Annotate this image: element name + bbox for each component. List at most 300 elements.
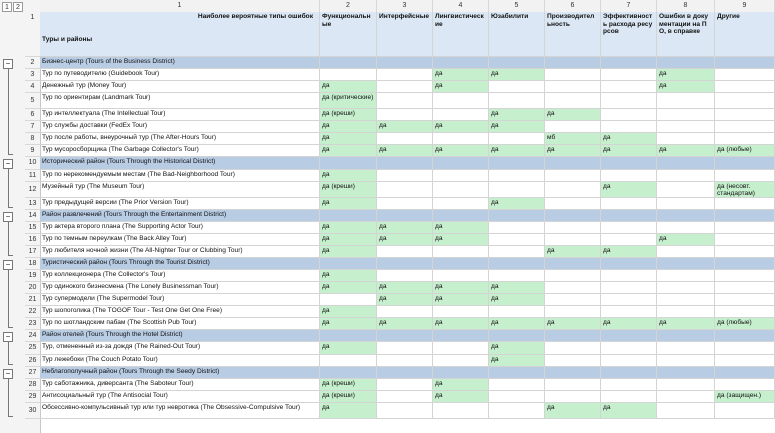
error-type-cell[interactable]: да — [320, 246, 377, 258]
section-fill-cell[interactable] — [545, 57, 601, 69]
error-type-cell[interactable] — [601, 81, 657, 93]
error-type-cell[interactable] — [657, 379, 715, 391]
error-type-cell[interactable]: да — [377, 318, 433, 330]
tour-name-cell[interactable]: Музейный тур (The Museum Tour) — [40, 182, 320, 198]
error-type-cell[interactable] — [601, 198, 657, 210]
error-type-cell[interactable] — [657, 294, 715, 306]
section-fill-cell[interactable] — [601, 330, 657, 342]
error-type-cell[interactable]: да — [320, 318, 377, 330]
error-type-cell[interactable] — [601, 121, 657, 133]
row-number-24[interactable]: 24 — [25, 330, 40, 342]
section-fill-cell[interactable] — [377, 210, 433, 222]
section-fill-cell[interactable] — [489, 367, 545, 379]
error-type-cell[interactable]: да — [489, 69, 545, 81]
section-header-10[interactable]: Исторический район (Tours Through the Historical District) — [40, 157, 320, 169]
error-type-cell[interactable]: да — [601, 246, 657, 258]
section-fill-cell[interactable] — [601, 258, 657, 270]
header-title-cell[interactable] — [40, 12, 320, 57]
error-type-cell[interactable] — [545, 182, 601, 198]
error-type-cell[interactable] — [433, 306, 489, 318]
header-column-7[interactable]: Ошибки в документации на ПО, в справке — [657, 12, 715, 57]
row-number-17[interactable]: 17 — [25, 246, 40, 258]
section-fill-cell[interactable] — [377, 330, 433, 342]
error-type-cell[interactable] — [545, 355, 601, 367]
error-type-cell[interactable] — [601, 391, 657, 403]
tour-name-cell[interactable]: Тур по путеводителю (Guidebook Tour) — [40, 69, 320, 81]
section-fill-cell[interactable] — [320, 157, 377, 169]
column-number-9[interactable]: 9 — [715, 0, 775, 12]
error-type-cell[interactable]: да — [657, 69, 715, 81]
row-number-23[interactable]: 23 — [25, 318, 40, 330]
row-number-22[interactable]: 22 — [25, 306, 40, 318]
error-type-cell[interactable] — [657, 403, 715, 419]
row-number-13[interactable]: 13 — [25, 198, 40, 210]
error-type-cell[interactable] — [601, 109, 657, 121]
error-type-cell[interactable]: да (креши) — [320, 391, 377, 403]
error-type-cell[interactable] — [657, 246, 715, 258]
row-number-15[interactable]: 15 — [25, 222, 40, 234]
error-type-cell[interactable]: да — [489, 318, 545, 330]
error-type-cell[interactable] — [715, 306, 775, 318]
section-fill-cell[interactable] — [715, 367, 775, 379]
row-number-2[interactable]: 2 — [25, 57, 40, 69]
header-column-2[interactable]: Интерфейсные — [377, 12, 433, 57]
error-type-cell[interactable] — [657, 198, 715, 210]
error-type-cell[interactable]: да — [433, 379, 489, 391]
row-number-30[interactable]: 30 — [25, 403, 40, 419]
error-type-cell[interactable] — [377, 355, 433, 367]
error-type-cell[interactable] — [545, 234, 601, 246]
tour-name-cell[interactable]: Тур актера второго плана (The Supporting Actor Tour) — [40, 222, 320, 234]
row-number-26[interactable]: 26 — [25, 355, 40, 367]
row-number-5[interactable]: 5 — [25, 93, 40, 109]
section-fill-cell[interactable] — [715, 330, 775, 342]
row-number-28[interactable]: 28 — [25, 379, 40, 391]
error-type-cell[interactable] — [545, 93, 601, 109]
error-type-cell[interactable] — [657, 306, 715, 318]
error-type-cell[interactable] — [715, 170, 775, 182]
error-type-cell[interactable] — [545, 270, 601, 282]
collapse-group-button[interactable]: − — [3, 260, 13, 270]
error-type-cell[interactable]: да — [657, 318, 715, 330]
section-fill-cell[interactable] — [320, 330, 377, 342]
section-fill-cell[interactable] — [601, 157, 657, 169]
row-number-10[interactable]: 10 — [25, 157, 40, 169]
error-type-cell[interactable]: да — [320, 170, 377, 182]
section-fill-cell[interactable] — [320, 367, 377, 379]
error-type-cell[interactable] — [545, 391, 601, 403]
collapse-group-button[interactable]: − — [3, 59, 13, 69]
error-type-cell[interactable] — [377, 342, 433, 354]
section-fill-cell[interactable] — [320, 258, 377, 270]
error-type-cell[interactable] — [601, 342, 657, 354]
error-type-cell[interactable] — [715, 246, 775, 258]
error-type-cell[interactable] — [715, 222, 775, 234]
error-type-cell[interactable] — [545, 294, 601, 306]
error-type-cell[interactable]: да — [320, 198, 377, 210]
column-number-5[interactable]: 5 — [489, 0, 545, 12]
error-type-cell[interactable]: да — [377, 145, 433, 157]
error-type-cell[interactable] — [657, 282, 715, 294]
error-type-cell[interactable] — [601, 294, 657, 306]
section-fill-cell[interactable] — [489, 57, 545, 69]
row-number-21[interactable]: 21 — [25, 294, 40, 306]
tour-name-cell[interactable]: Антисоциальный тур (The Antisocial Tour) — [40, 391, 320, 403]
section-fill-cell[interactable] — [601, 367, 657, 379]
section-fill-cell[interactable] — [489, 258, 545, 270]
column-number-1[interactable]: 1 — [40, 0, 320, 12]
section-fill-cell[interactable] — [657, 367, 715, 379]
error-type-cell[interactable] — [433, 133, 489, 145]
section-fill-cell[interactable] — [657, 157, 715, 169]
error-type-cell[interactable]: да — [320, 282, 377, 294]
section-fill-cell[interactable] — [715, 210, 775, 222]
error-type-cell[interactable] — [715, 282, 775, 294]
section-fill-cell[interactable] — [715, 157, 775, 169]
error-type-cell[interactable] — [433, 403, 489, 419]
error-type-cell[interactable] — [377, 403, 433, 419]
error-type-cell[interactable] — [545, 379, 601, 391]
error-type-cell[interactable] — [715, 133, 775, 145]
row-number-25[interactable]: 25 — [25, 342, 40, 354]
error-type-cell[interactable] — [657, 109, 715, 121]
error-type-cell[interactable]: да — [377, 282, 433, 294]
error-type-cell[interactable] — [433, 270, 489, 282]
error-type-cell[interactable] — [601, 234, 657, 246]
section-fill-cell[interactable] — [601, 210, 657, 222]
error-type-cell[interactable] — [715, 294, 775, 306]
row-number-11[interactable]: 11 — [25, 170, 40, 182]
error-type-cell[interactable] — [715, 379, 775, 391]
error-type-cell[interactable]: да — [601, 145, 657, 157]
error-type-cell[interactable] — [715, 342, 775, 354]
row-number-29[interactable]: 29 — [25, 391, 40, 403]
error-type-cell[interactable] — [601, 270, 657, 282]
row-number-3[interactable]: 3 — [25, 69, 40, 81]
error-type-cell[interactable]: да — [320, 81, 377, 93]
error-type-cell[interactable] — [545, 306, 601, 318]
section-fill-cell[interactable] — [433, 157, 489, 169]
error-type-cell[interactable]: да — [545, 318, 601, 330]
section-header-24[interactable]: Район отелей (Tours Through the Hotel District) — [40, 330, 320, 342]
error-type-cell[interactable]: да — [320, 145, 377, 157]
header-column-6[interactable]: Эффективность расхода ресурсов — [601, 12, 657, 57]
error-type-cell[interactable]: да — [433, 294, 489, 306]
header-column-4[interactable]: Юзабилити — [489, 12, 545, 57]
tour-name-cell[interactable]: Тур после работы, внеурочный тур (The After-Hours Tour) — [40, 133, 320, 145]
error-type-cell[interactable] — [601, 306, 657, 318]
error-type-cell[interactable] — [489, 306, 545, 318]
error-type-cell[interactable] — [377, 270, 433, 282]
tour-name-cell[interactable]: Тур предыдущей версии (The Prior Version Tour) — [40, 198, 320, 210]
tour-name-cell[interactable]: Тур шопоголика (The TOGOF Tour - Test One Get One Free) — [40, 306, 320, 318]
section-fill-cell[interactable] — [715, 57, 775, 69]
error-type-cell[interactable] — [489, 379, 545, 391]
error-type-cell[interactable]: да — [433, 282, 489, 294]
error-type-cell[interactable] — [433, 93, 489, 109]
error-type-cell[interactable] — [545, 170, 601, 182]
tour-name-cell[interactable]: Тур интеллектуала (The Intellectual Tour) — [40, 109, 320, 121]
column-number-7[interactable]: 7 — [601, 0, 657, 12]
tour-name-cell[interactable]: Тур, отмененный из-за дождя (The Rained-Out Tour) — [40, 342, 320, 354]
error-type-cell[interactable]: да (любые) — [715, 318, 775, 330]
error-type-cell[interactable] — [489, 81, 545, 93]
section-fill-cell[interactable] — [489, 210, 545, 222]
section-fill-cell[interactable] — [657, 210, 715, 222]
error-type-cell[interactable] — [715, 109, 775, 121]
tour-name-cell[interactable]: Тур супермодели (The Supermodel Tour) — [40, 294, 320, 306]
error-type-cell[interactable] — [433, 342, 489, 354]
error-type-cell[interactable]: да — [545, 246, 601, 258]
error-type-cell[interactable] — [489, 170, 545, 182]
outline-level-1-button[interactable]: 1 — [2, 2, 12, 12]
column-number-8[interactable]: 8 — [657, 0, 715, 12]
error-type-cell[interactable] — [657, 222, 715, 234]
error-type-cell[interactable] — [715, 403, 775, 419]
error-type-cell[interactable]: да — [601, 182, 657, 198]
section-fill-cell[interactable] — [545, 367, 601, 379]
error-type-cell[interactable]: да — [320, 342, 377, 354]
error-type-cell[interactable] — [489, 222, 545, 234]
error-type-cell[interactable] — [545, 81, 601, 93]
section-fill-cell[interactable] — [489, 330, 545, 342]
error-type-cell[interactable]: да — [320, 133, 377, 145]
error-type-cell[interactable]: да — [433, 234, 489, 246]
row-number-18[interactable]: 18 — [25, 258, 40, 270]
error-type-cell[interactable]: да — [377, 234, 433, 246]
row-number-4[interactable]: 4 — [25, 81, 40, 93]
header-column-1[interactable]: Функциональные — [320, 12, 377, 57]
error-type-cell[interactable] — [601, 379, 657, 391]
tour-name-cell[interactable]: Тур саботажника, диверсанта (The Saboteur Tour) — [40, 379, 320, 391]
error-type-cell[interactable]: да — [377, 294, 433, 306]
error-type-cell[interactable] — [601, 93, 657, 109]
collapse-group-button[interactable]: − — [3, 369, 13, 379]
error-type-cell[interactable]: да (креши) — [320, 109, 377, 121]
error-type-cell[interactable] — [377, 246, 433, 258]
error-type-cell[interactable] — [433, 246, 489, 258]
error-type-cell[interactable] — [715, 81, 775, 93]
error-type-cell[interactable] — [657, 355, 715, 367]
error-type-cell[interactable] — [433, 182, 489, 198]
error-type-cell[interactable]: да (любые) — [715, 145, 775, 157]
row-number-16[interactable]: 16 — [25, 234, 40, 246]
error-type-cell[interactable] — [545, 222, 601, 234]
error-type-cell[interactable]: да — [489, 145, 545, 157]
error-type-cell[interactable]: да — [377, 121, 433, 133]
error-type-cell[interactable] — [545, 282, 601, 294]
section-fill-cell[interactable] — [433, 210, 489, 222]
error-type-cell[interactable] — [377, 306, 433, 318]
error-type-cell[interactable] — [377, 182, 433, 198]
error-type-cell[interactable]: да — [489, 109, 545, 121]
error-type-cell[interactable]: да — [433, 81, 489, 93]
error-type-cell[interactable] — [433, 355, 489, 367]
tour-name-cell[interactable]: Денежный тур (Money Tour) — [40, 81, 320, 93]
error-type-cell[interactable] — [545, 198, 601, 210]
error-type-cell[interactable]: да — [489, 342, 545, 354]
section-fill-cell[interactable] — [377, 157, 433, 169]
error-type-cell[interactable] — [489, 93, 545, 109]
error-type-cell[interactable]: да — [601, 403, 657, 419]
tour-name-cell[interactable]: Тур службы доставки (FedEx Tour) — [40, 121, 320, 133]
row-number-20[interactable]: 20 — [25, 282, 40, 294]
error-type-cell[interactable] — [433, 198, 489, 210]
error-type-cell[interactable] — [489, 133, 545, 145]
error-type-cell[interactable]: да — [377, 222, 433, 234]
error-type-cell[interactable] — [489, 391, 545, 403]
error-type-cell[interactable]: да — [320, 234, 377, 246]
tour-name-cell[interactable]: Тур мусоросборщика (The Garbage Collector's Tour) — [40, 145, 320, 157]
error-type-cell[interactable]: да — [489, 282, 545, 294]
error-type-cell[interactable]: да — [433, 145, 489, 157]
section-header-18[interactable]: Туристический район (Tours Through the Tourist District) — [40, 258, 320, 270]
error-type-cell[interactable] — [601, 282, 657, 294]
tour-name-cell[interactable]: Тур одинокого бизнесмена (The Lonely Businessman Tour) — [40, 282, 320, 294]
error-type-cell[interactable]: да — [489, 355, 545, 367]
error-type-cell[interactable]: да (креши) — [320, 182, 377, 198]
error-type-cell[interactable]: да — [657, 234, 715, 246]
error-type-cell[interactable]: да — [657, 145, 715, 157]
header-column-5[interactable]: Производительность — [545, 12, 601, 57]
tour-name-cell[interactable]: Тур по темным переулкам (The Back Alley Tour) — [40, 234, 320, 246]
error-type-cell[interactable] — [377, 109, 433, 121]
error-type-cell[interactable]: да — [601, 318, 657, 330]
error-type-cell[interactable] — [489, 403, 545, 419]
section-fill-cell[interactable] — [715, 258, 775, 270]
error-type-cell[interactable] — [715, 69, 775, 81]
section-header-27[interactable]: Неблагополучный район (Tours Through the Seedy District) — [40, 367, 320, 379]
column-number-4[interactable]: 4 — [433, 0, 489, 12]
error-type-cell[interactable] — [377, 391, 433, 403]
section-fill-cell[interactable] — [320, 210, 377, 222]
section-fill-cell[interactable] — [433, 330, 489, 342]
header-column-3[interactable]: Лингвистические — [433, 12, 489, 57]
error-type-cell[interactable]: мб — [545, 133, 601, 145]
error-type-cell[interactable]: да — [320, 121, 377, 133]
error-type-cell[interactable] — [545, 342, 601, 354]
column-number-3[interactable]: 3 — [377, 0, 433, 12]
error-type-cell[interactable] — [433, 109, 489, 121]
row-number-7[interactable]: 7 — [25, 121, 40, 133]
tour-name-cell[interactable]: Тур любителя ночной жизни (The All-Nighter Tour or Clubbing Tour) — [40, 246, 320, 258]
error-type-cell[interactable] — [601, 355, 657, 367]
tour-name-cell[interactable]: Тур по шотландским пабам (The Scottish Pub Tour) — [40, 318, 320, 330]
row-number-8[interactable]: 8 — [25, 133, 40, 145]
error-type-cell[interactable] — [433, 170, 489, 182]
section-fill-cell[interactable] — [657, 258, 715, 270]
section-fill-cell[interactable] — [320, 57, 377, 69]
tour-name-cell[interactable]: Обсессивно-компульсивный тур или тур невротика (The Obsessive-Compulsive Tour) — [40, 403, 320, 419]
error-type-cell[interactable]: да (креши) — [320, 379, 377, 391]
error-type-cell[interactable] — [377, 93, 433, 109]
error-type-cell[interactable] — [489, 182, 545, 198]
collapse-group-button[interactable]: − — [3, 159, 13, 169]
column-number-6[interactable]: 6 — [545, 0, 601, 12]
error-type-cell[interactable]: да (защищен.) — [715, 391, 775, 403]
error-type-cell[interactable]: да — [489, 198, 545, 210]
row-number-9[interactable]: 9 — [25, 145, 40, 157]
section-fill-cell[interactable] — [489, 157, 545, 169]
collapse-group-button[interactable]: − — [3, 332, 13, 342]
section-fill-cell[interactable] — [433, 57, 489, 69]
error-type-cell[interactable]: да — [433, 318, 489, 330]
error-type-cell[interactable] — [657, 133, 715, 145]
error-type-cell[interactable] — [320, 69, 377, 81]
tour-name-cell[interactable]: Тур лежебоки (The Couch Potato Tour) — [40, 355, 320, 367]
section-fill-cell[interactable] — [545, 157, 601, 169]
error-type-cell[interactable]: да — [545, 145, 601, 157]
section-fill-cell[interactable] — [377, 57, 433, 69]
error-type-cell[interactable]: да — [320, 222, 377, 234]
section-fill-cell[interactable] — [433, 258, 489, 270]
error-type-cell[interactable]: да — [433, 121, 489, 133]
outline-level-2-button[interactable]: 2 — [13, 2, 23, 12]
row-number-19[interactable]: 19 — [25, 270, 40, 282]
error-type-cell[interactable]: да — [489, 121, 545, 133]
error-type-cell[interactable] — [377, 81, 433, 93]
section-fill-cell[interactable] — [601, 57, 657, 69]
error-type-cell[interactable]: да (несовт. стандартам) — [715, 182, 775, 198]
error-type-cell[interactable]: да — [433, 391, 489, 403]
header-column-8[interactable]: Другие — [715, 12, 775, 57]
collapse-group-button[interactable]: − — [3, 212, 13, 222]
error-type-cell[interactable] — [657, 342, 715, 354]
error-type-cell[interactable] — [545, 121, 601, 133]
row-number-1[interactable]: 1 — [25, 12, 40, 57]
error-type-cell[interactable] — [657, 121, 715, 133]
error-type-cell[interactable]: да — [489, 294, 545, 306]
error-type-cell[interactable] — [601, 69, 657, 81]
error-type-cell[interactable]: да — [545, 109, 601, 121]
section-header-14[interactable]: Район развлечений (Tours Through the Entertainment District) — [40, 210, 320, 222]
error-type-cell[interactable]: да — [433, 69, 489, 81]
error-type-cell[interactable] — [657, 93, 715, 109]
error-type-cell[interactable] — [320, 355, 377, 367]
error-type-cell[interactable]: да — [320, 306, 377, 318]
error-type-cell[interactable] — [377, 198, 433, 210]
error-type-cell[interactable] — [715, 270, 775, 282]
error-type-cell[interactable] — [657, 182, 715, 198]
section-fill-cell[interactable] — [377, 367, 433, 379]
error-type-cell[interactable] — [657, 391, 715, 403]
section-fill-cell[interactable] — [433, 367, 489, 379]
row-number-12[interactable]: 12 — [25, 182, 40, 198]
error-type-cell[interactable] — [657, 170, 715, 182]
section-fill-cell[interactable] — [657, 330, 715, 342]
section-fill-cell[interactable] — [657, 57, 715, 69]
tour-name-cell[interactable]: Тур коллекционера (The Collector's Tour) — [40, 270, 320, 282]
tour-name-cell[interactable]: Тур по ориентирам (Landmark Tour) — [40, 93, 320, 109]
error-type-cell[interactable] — [320, 294, 377, 306]
error-type-cell[interactable] — [715, 234, 775, 246]
section-header-2[interactable]: Бизнес-центр (Tours of the Business District) — [40, 57, 320, 69]
error-type-cell[interactable] — [715, 121, 775, 133]
row-number-27[interactable]: 27 — [25, 367, 40, 379]
error-type-cell[interactable] — [715, 198, 775, 210]
error-type-cell[interactable] — [657, 270, 715, 282]
error-type-cell[interactable] — [545, 69, 601, 81]
error-type-cell[interactable]: да (критические) — [320, 93, 377, 109]
error-type-cell[interactable] — [377, 133, 433, 145]
error-type-cell[interactable] — [601, 170, 657, 182]
tour-name-cell[interactable]: Тур по нерекомендуемым местам (The Bad-Neighborhood Tour) — [40, 170, 320, 182]
error-type-cell[interactable] — [715, 355, 775, 367]
section-fill-cell[interactable] — [545, 330, 601, 342]
column-number-2[interactable]: 2 — [320, 0, 377, 12]
error-type-cell[interactable] — [377, 379, 433, 391]
error-type-cell[interactable] — [377, 170, 433, 182]
